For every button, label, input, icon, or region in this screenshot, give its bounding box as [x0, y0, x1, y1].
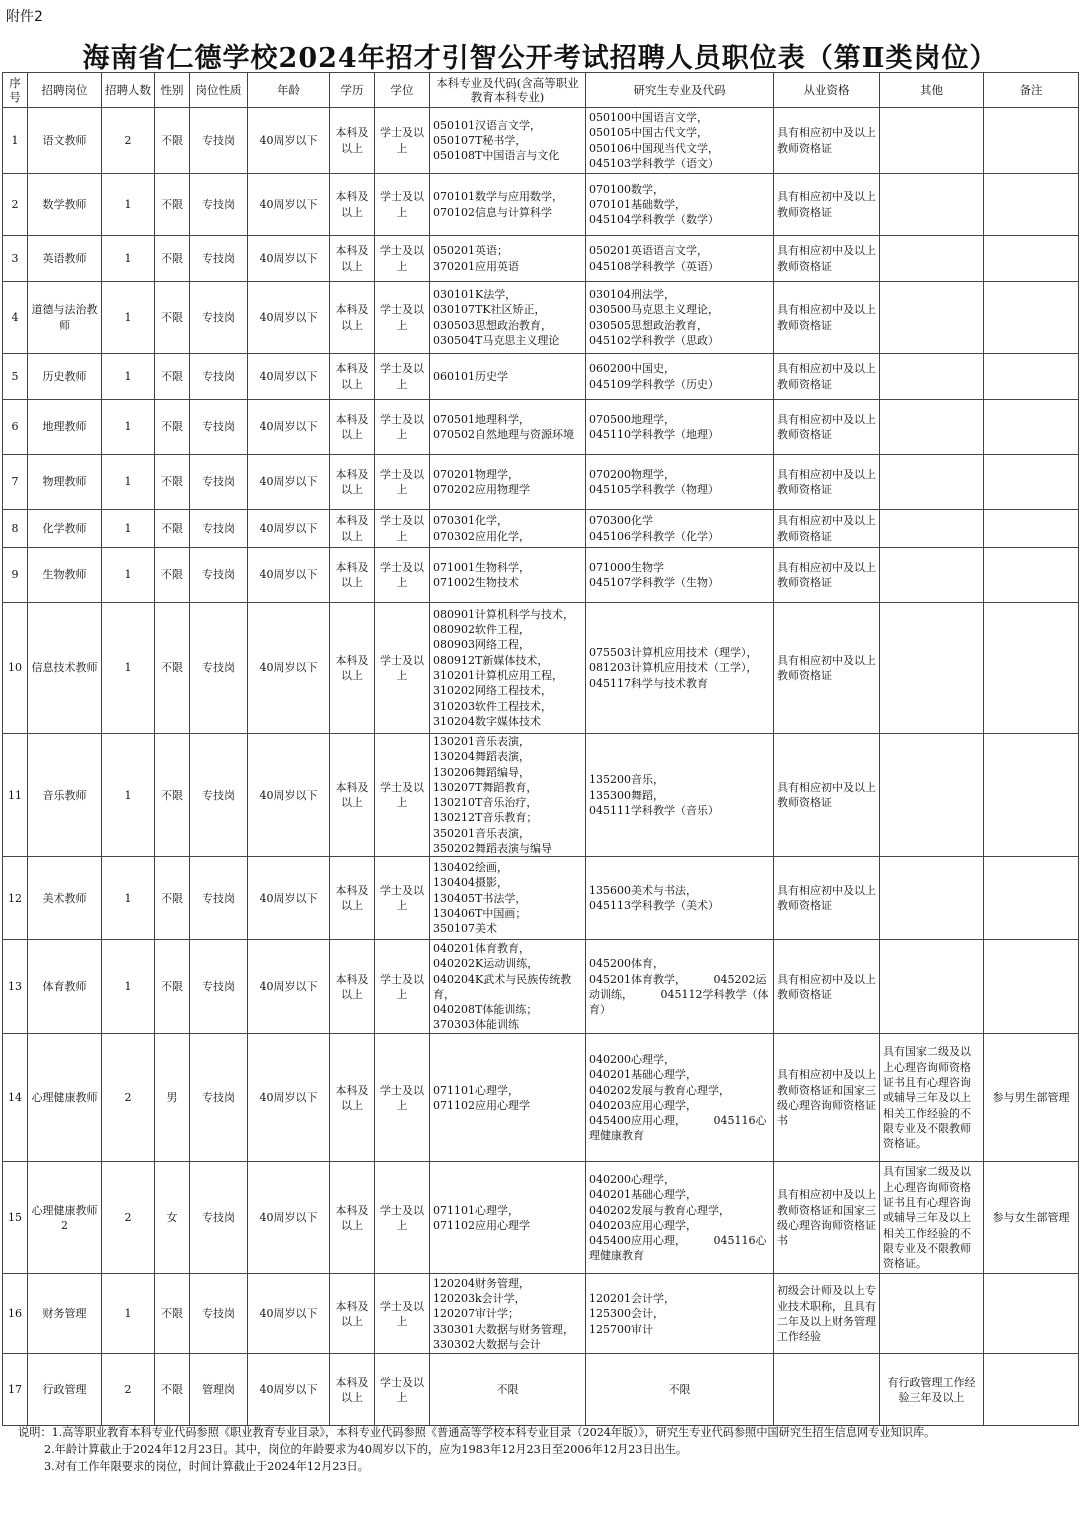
undergrad-majors: 070501地理科学， 070502自然地理与资源环境 [430, 400, 586, 455]
degree: 学士及以上 [375, 548, 430, 603]
undergrad-majors: 070201物理学， 070202应用物理学 [430, 455, 586, 510]
row-number: 16 [3, 1274, 28, 1354]
education: 本科及以上 [330, 734, 375, 857]
degree: 学士及以上 [375, 354, 430, 400]
grad-majors: 030104刑法学， 030500马克思主义理论， 030505思想政治教育， 045102学科教学（思政） [586, 282, 774, 354]
grad-majors: 135200音乐， 135300舞蹈， 045111学科教学（音乐） [586, 734, 774, 857]
age-requirement: 40周岁以下 [248, 857, 330, 940]
degree: 学士及以上 [375, 400, 430, 455]
undergrad-majors: 050101汉语言文学， 050107T秘书学， 050108T中国语言与文化 [430, 108, 586, 174]
remark: 参与女生部管理 [984, 1162, 1079, 1274]
education: 本科及以上 [330, 940, 375, 1034]
grad-majors: 045200体育， 045201体育教学， 045202运动训练， 045112学科教学（体育） [586, 940, 774, 1034]
table-row [3, 354, 1079, 400]
hire-count: 1 [102, 455, 155, 510]
undergrad-majors: 080901计算机科学与技术， 080902软件工程， 080903网络工程， 080912T新媒体技术， 310201计算机应用工程， 310202网络工程技术， 310203软件工程技术， 310204数字媒体技术 [430, 603, 586, 734]
post-nature: 专技岗 [190, 174, 248, 236]
other-requirements [880, 734, 984, 857]
post-name: 化学教师 [28, 510, 102, 548]
col-header: 序号 [3, 73, 28, 108]
grad-majors: 050100中国语言文学， 050105中国古代文学， 050106中国现当代文学， 045103学科教学（语文） [586, 108, 774, 174]
education: 本科及以上 [330, 455, 375, 510]
degree: 学士及以上 [375, 857, 430, 940]
post-nature: 专技岗 [190, 734, 248, 857]
degree: 学士及以上 [375, 108, 430, 174]
other-requirements [880, 940, 984, 1034]
post-name: 数学教师 [28, 174, 102, 236]
age-requirement: 40周岁以下 [248, 455, 330, 510]
remark: 参与男生部管理 [984, 1034, 1079, 1162]
gender: 不限 [155, 455, 190, 510]
remark [984, 174, 1079, 236]
degree: 学士及以上 [375, 1162, 430, 1274]
table-row [3, 455, 1079, 510]
hire-count: 1 [102, 236, 155, 282]
remark [984, 510, 1079, 548]
age-requirement: 40周岁以下 [248, 1162, 330, 1274]
education: 本科及以上 [330, 108, 375, 174]
gender: 不限 [155, 548, 190, 603]
table-row [3, 940, 1079, 1034]
gender: 不限 [155, 108, 190, 174]
post-name: 音乐教师 [28, 734, 102, 857]
undergrad-majors: 120204财务管理， 120203k会计学， 120207审计学； 330301大数据与财务管理， 330302大数据与会计 [430, 1274, 586, 1354]
other-requirements [880, 510, 984, 548]
table-row [3, 603, 1079, 734]
remark [984, 603, 1079, 734]
post-name: 生物教师 [28, 548, 102, 603]
degree: 学士及以上 [375, 603, 430, 734]
remark [984, 857, 1079, 940]
post-name: 信息技术教师 [28, 603, 102, 734]
grad-majors: 071000生物学 045107学科教学（生物） [586, 548, 774, 603]
note-line: 3.对有工作年限要求的岗位，时间计算截止于2024年12月23日。 [44, 1460, 369, 1473]
education: 本科及以上 [330, 1274, 375, 1354]
education: 本科及以上 [330, 282, 375, 354]
hire-count: 2 [102, 1034, 155, 1162]
age-requirement: 40周岁以下 [248, 603, 330, 734]
col-header: 从业资格 [774, 73, 880, 108]
grad-majors: 不限 [586, 1354, 774, 1426]
hire-count: 1 [102, 174, 155, 236]
remark [984, 455, 1079, 510]
qualification: 具有相应初中及以上教师资格证和国家三级心理咨询师资格证书 [774, 1034, 880, 1162]
qualification: 具有相应初中及以上教师资格证 [774, 734, 880, 857]
table-row [3, 857, 1079, 940]
gender: 不限 [155, 510, 190, 548]
hire-count: 1 [102, 510, 155, 548]
post-nature: 专技岗 [190, 1274, 248, 1354]
post-nature: 专技岗 [190, 236, 248, 282]
post-nature: 专技岗 [190, 400, 248, 455]
row-number: 10 [3, 603, 28, 734]
post-name: 地理教师 [28, 400, 102, 455]
table-row [3, 400, 1079, 455]
hire-count: 1 [102, 857, 155, 940]
note-line: 2.年龄计算截止于2024年12月23日。其中，岗位的年龄要求为40周岁以下的，应为1983年12月23日至2006年12月23日出生。 [44, 1443, 688, 1456]
undergrad-majors: 030101K法学， 030107TK社区矫正， 030503思想政治教育， 030504T马克思主义理论 [430, 282, 586, 354]
qualification: 具有相应初中及以上教师资格证 [774, 603, 880, 734]
age-requirement: 40周岁以下 [248, 282, 330, 354]
table-row [3, 1162, 1079, 1274]
other-requirements [880, 174, 984, 236]
post-name: 语文教师 [28, 108, 102, 174]
other-requirements: 有行政管理工作经验三年及以上 [880, 1354, 984, 1426]
col-header: 其他 [880, 73, 984, 108]
grad-majors: 040200心理学， 040201基础心理学， 040202发展与教育心理学， 040203应用心理学， 045400应用心理， 045116心理健康教育 [586, 1162, 774, 1274]
col-header: 性别 [155, 73, 190, 108]
other-requirements [880, 354, 984, 400]
post-name: 心理健康教师 [28, 1034, 102, 1162]
age-requirement: 40周岁以下 [248, 1274, 330, 1354]
other-requirements [880, 548, 984, 603]
table-row [3, 174, 1079, 236]
other-requirements: 具有国家二级及以上心理咨询师资格证书且有心理咨询或辅导三年及以上相关工作经验的不限专业及不限教师资格证。 [880, 1162, 984, 1274]
table-row [3, 1274, 1079, 1354]
remark [984, 282, 1079, 354]
post-nature: 专技岗 [190, 548, 248, 603]
qualification: 具有相应初中及以上教师资格证 [774, 174, 880, 236]
hire-count: 1 [102, 940, 155, 1034]
degree: 学士及以上 [375, 1034, 430, 1162]
other-requirements [880, 1274, 984, 1354]
undergrad-majors: 040201体育教育， 040202K运动训练， 040204K武术与民族传统教育， 040208T体能训练； 370303体能训练 [430, 940, 586, 1034]
education: 本科及以上 [330, 236, 375, 282]
degree: 学士及以上 [375, 236, 430, 282]
row-number: 3 [3, 236, 28, 282]
hire-count: 1 [102, 603, 155, 734]
other-requirements [880, 282, 984, 354]
gender: 不限 [155, 1354, 190, 1426]
education: 本科及以上 [330, 857, 375, 940]
grad-majors: 075503计算机应用技术（理学）， 081203计算机应用技术（工学）， 045117科学与技术教育 [586, 603, 774, 734]
qualification: 具有相应初中及以上教师资格证 [774, 857, 880, 940]
remark [984, 354, 1079, 400]
hire-count: 2 [102, 1354, 155, 1426]
age-requirement: 40周岁以下 [248, 236, 330, 282]
hire-count: 1 [102, 1274, 155, 1354]
gender: 女 [155, 1162, 190, 1274]
gender: 不限 [155, 236, 190, 282]
row-number: 14 [3, 1034, 28, 1162]
row-number: 12 [3, 857, 28, 940]
post-nature: 专技岗 [190, 603, 248, 734]
row-number: 9 [3, 548, 28, 603]
col-header: 本科专业及代码(含高等职业教育本科专业) [430, 73, 586, 108]
undergrad-majors: 050201英语； 370201应用英语 [430, 236, 586, 282]
qualification: 具有相应初中及以上教师资格证和国家三级心理咨询师资格证书 [774, 1162, 880, 1274]
education: 本科及以上 [330, 1034, 375, 1162]
undergrad-majors: 071101心理学， 071102应用心理学 [430, 1162, 586, 1274]
qualification [774, 1354, 880, 1426]
row-number: 1 [3, 108, 28, 174]
gender: 不限 [155, 400, 190, 455]
other-requirements [880, 400, 984, 455]
age-requirement: 40周岁以下 [248, 510, 330, 548]
grad-majors: 070500地理学， 045110学科教学（地理） [586, 400, 774, 455]
remark [984, 734, 1079, 857]
post-name: 心理健康教师2 [28, 1162, 102, 1274]
row-number: 6 [3, 400, 28, 455]
degree: 学士及以上 [375, 1354, 430, 1426]
grad-majors: 040200心理学， 040201基础心理学， 040202发展与教育心理学， 040203应用心理学， 045400应用心理， 045116心理健康教育 [586, 1034, 774, 1162]
gender: 不限 [155, 734, 190, 857]
gender: 不限 [155, 282, 190, 354]
qualification: 具有相应初中及以上教师资格证 [774, 282, 880, 354]
post-nature: 专技岗 [190, 455, 248, 510]
education: 本科及以上 [330, 1354, 375, 1426]
post-nature: 专技岗 [190, 108, 248, 174]
row-number: 7 [3, 455, 28, 510]
degree: 学士及以上 [375, 940, 430, 1034]
other-requirements: 具有国家二级及以上心理咨询师资格证书且有心理咨询或辅导三年及以上相关工作经验的不限专业及不限教师资格证。 [880, 1034, 984, 1162]
age-requirement: 40周岁以下 [248, 108, 330, 174]
post-nature: 专技岗 [190, 510, 248, 548]
age-requirement: 40周岁以下 [248, 354, 330, 400]
remark [984, 400, 1079, 455]
table-row [3, 282, 1079, 354]
table-row [3, 1354, 1079, 1426]
table-row [3, 1034, 1079, 1162]
qualification: 具有相应初中及以上教师资格证 [774, 236, 880, 282]
qualification: 具有相应初中及以上教师资格证 [774, 548, 880, 603]
note-line: 说明：1.高等职业教育本科专业代码参照《职业教育专业目录》，本科专业代码参照《普通高等学校本科专业目录（2024年版）》，研究生专业代码参照中国研究生招生信息网专业知识库。 [18, 1426, 936, 1439]
undergrad-majors: 130201音乐表演， 130204舞蹈表演， 130206舞蹈编导， 130207T舞蹈教育， 130210T音乐治疗， 130212T音乐教育； 350201音乐表演， 350202舞蹈表演与编导 [430, 734, 586, 857]
col-header: 研究生专业及代码 [586, 73, 774, 108]
remark [984, 940, 1079, 1034]
undergrad-majors: 070301化学， 070302应用化学， [430, 510, 586, 548]
age-requirement: 40周岁以下 [248, 1354, 330, 1426]
degree: 学士及以上 [375, 510, 430, 548]
row-number: 15 [3, 1162, 28, 1274]
qualification: 具有相应初中及以上教师资格证 [774, 455, 880, 510]
post-name: 美术教师 [28, 857, 102, 940]
degree: 学士及以上 [375, 174, 430, 236]
attachment-label: 附件2 [6, 9, 43, 25]
grad-majors: 060200中国史， 045109学科教学（历史） [586, 354, 774, 400]
other-requirements [880, 236, 984, 282]
post-name: 行政管理 [28, 1354, 102, 1426]
row-number: 13 [3, 940, 28, 1034]
grad-majors: 070300化学 045106学科教学（化学） [586, 510, 774, 548]
remark [984, 108, 1079, 174]
hire-count: 2 [102, 1162, 155, 1274]
qualification: 具有相应初中及以上教师资格证 [774, 108, 880, 174]
post-name: 物理教师 [28, 455, 102, 510]
remark [984, 1354, 1079, 1426]
degree: 学士及以上 [375, 734, 430, 857]
gender: 不限 [155, 354, 190, 400]
post-nature: 管理岗 [190, 1354, 248, 1426]
hire-count: 1 [102, 282, 155, 354]
age-requirement: 40周岁以下 [248, 1034, 330, 1162]
other-requirements [880, 455, 984, 510]
page-title: 海南省仁德学校2024年招才引智公开考试招聘人员职位表（第Ⅱ类岗位） [82, 43, 998, 74]
education: 本科及以上 [330, 603, 375, 734]
age-requirement: 40周岁以下 [248, 400, 330, 455]
col-header: 学历 [330, 73, 375, 108]
gender: 男 [155, 1034, 190, 1162]
education: 本科及以上 [330, 400, 375, 455]
qualification: 具有相应初中及以上教师资格证 [774, 400, 880, 455]
grad-majors: 070100数学， 070101基础数学， 045104学科教学（数学） [586, 174, 774, 236]
post-nature: 专技岗 [190, 940, 248, 1034]
qualification: 初级会计师及以上专业技术职称，且具有二年及以上财务管理工作经验 [774, 1274, 880, 1354]
table-row [3, 108, 1079, 174]
other-requirements [880, 108, 984, 174]
row-number: 5 [3, 354, 28, 400]
degree: 学士及以上 [375, 1274, 430, 1354]
row-number: 17 [3, 1354, 28, 1426]
grad-majors: 120201会计学， 125300会计， 125700审计 [586, 1274, 774, 1354]
post-name: 财务管理 [28, 1274, 102, 1354]
undergrad-majors: 071101心理学， 071102应用心理学 [430, 1034, 586, 1162]
table-row [3, 236, 1079, 282]
undergrad-majors: 070101数学与应用数学， 070102信息与计算科学 [430, 174, 586, 236]
gender: 不限 [155, 603, 190, 734]
col-header: 备注 [984, 73, 1079, 108]
degree: 学士及以上 [375, 455, 430, 510]
degree: 学士及以上 [375, 282, 430, 354]
undergrad-majors: 不限 [430, 1354, 586, 1426]
row-number: 11 [3, 734, 28, 857]
grad-majors: 070200物理学， 045105学科教学（物理） [586, 455, 774, 510]
hire-count: 1 [102, 734, 155, 857]
hire-count: 1 [102, 400, 155, 455]
undergrad-majors: 130402绘画， 130404摄影， 130405T书法学， 130406T中国画； 350107美术 [430, 857, 586, 940]
row-number: 2 [3, 174, 28, 236]
age-requirement: 40周岁以下 [248, 734, 330, 857]
remark [984, 548, 1079, 603]
other-requirements [880, 857, 984, 940]
age-requirement: 40周岁以下 [248, 174, 330, 236]
qualification: 具有相应初中及以上教师资格证 [774, 940, 880, 1034]
post-name: 英语教师 [28, 236, 102, 282]
hire-count: 2 [102, 108, 155, 174]
grad-majors: 050201英语语言文学， 045108学科教学（英语） [586, 236, 774, 282]
col-header: 岗位性质 [190, 73, 248, 108]
grad-majors: 135600美术与书法， 045113学科教学（美术） [586, 857, 774, 940]
post-name: 历史教师 [28, 354, 102, 400]
col-header: 学位 [375, 73, 430, 108]
post-nature: 专技岗 [190, 1034, 248, 1162]
post-name: 道德与法治教师 [28, 282, 102, 354]
undergrad-majors: 060101历史学 [430, 354, 586, 400]
table-row [3, 510, 1079, 548]
header-row [3, 73, 1079, 108]
post-nature: 专技岗 [190, 1162, 248, 1274]
table-row [3, 548, 1079, 603]
col-header: 招聘人数 [102, 73, 155, 108]
education: 本科及以上 [330, 548, 375, 603]
undergrad-majors: 071001生物科学， 071002生物技术 [430, 548, 586, 603]
hire-count: 1 [102, 354, 155, 400]
age-requirement: 40周岁以下 [248, 548, 330, 603]
gender: 不限 [155, 857, 190, 940]
remark [984, 236, 1079, 282]
remark [984, 1274, 1079, 1354]
row-number: 4 [3, 282, 28, 354]
qualification: 具有相应初中及以上教师资格证 [774, 354, 880, 400]
col-header: 招聘岗位 [28, 73, 102, 108]
post-nature: 专技岗 [190, 354, 248, 400]
hire-count: 1 [102, 548, 155, 603]
row-number: 8 [3, 510, 28, 548]
education: 本科及以上 [330, 510, 375, 548]
gender: 不限 [155, 1274, 190, 1354]
gender: 不限 [155, 940, 190, 1034]
post-nature: 专技岗 [190, 857, 248, 940]
col-header: 年龄 [248, 73, 330, 108]
post-name: 体育教师 [28, 940, 102, 1034]
education: 本科及以上 [330, 1162, 375, 1274]
table-row [3, 734, 1079, 857]
education: 本科及以上 [330, 174, 375, 236]
qualification: 具有相应初中及以上教师资格证 [774, 510, 880, 548]
positions-table [2, 72, 1079, 1426]
table-body [3, 108, 1079, 1426]
age-requirement: 40周岁以下 [248, 940, 330, 1034]
notes [18, 1424, 1078, 1475]
other-requirements [880, 603, 984, 734]
education: 本科及以上 [330, 354, 375, 400]
gender: 不限 [155, 174, 190, 236]
post-nature: 专技岗 [190, 282, 248, 354]
